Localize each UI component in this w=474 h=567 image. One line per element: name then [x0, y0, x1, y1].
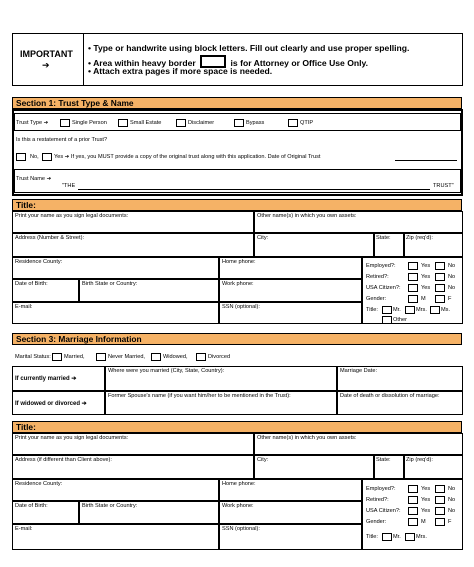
s4-employed-no-checkbox[interactable]	[435, 485, 445, 493]
s2-email-field[interactable]	[12, 302, 219, 324]
s2-work-phone-label: Work phone:	[222, 281, 254, 287]
s2-city-label: City:	[257, 235, 269, 241]
s2-title-mr-label: Mr.	[393, 307, 401, 313]
s4-citizen-label: USA Citizen?:	[366, 508, 401, 514]
date-death-label: Date of death or dissolution of marriage:	[340, 393, 440, 399]
section4-header: Title:	[12, 421, 462, 433]
marital-divorced-label: Divorced	[208, 354, 231, 360]
s4-title-mrs-label: Mrs.	[416, 534, 427, 540]
s2-city-field[interactable]	[254, 233, 374, 257]
s2-email-label: E-mail:	[15, 304, 33, 310]
marital-never-label: Never Married,	[108, 354, 145, 360]
s2-birth-state-label: Birth State or Country:	[82, 281, 138, 287]
section3-header: Section 3: Marriage Information	[12, 333, 462, 345]
trust-type-label: Trust Type ➔	[16, 120, 49, 126]
s4-dob-label: Date of Birth:	[15, 503, 48, 509]
trust-type-qtip-checkbox[interactable]	[288, 119, 298, 127]
s4-title-mr-checkbox[interactable]	[382, 533, 392, 541]
s2-title-other-label: Other	[393, 317, 407, 323]
restatement-no-label: No,	[30, 154, 39, 160]
s4-retired-no-label: No	[448, 497, 456, 503]
s4-county-label: Residence County:	[15, 481, 63, 487]
trust-name-end: TRUST"	[433, 183, 454, 189]
bullet-1: • Type or handwrite using block letters. Fill out clearly and use proper spelling.	[88, 43, 410, 53]
s2-citizen-yes-label: Yes	[421, 285, 431, 291]
s2-employed-no-checkbox[interactable]	[435, 262, 445, 270]
s2-employed-yes-checkbox[interactable]	[408, 262, 418, 270]
s4-email-label: E-mail:	[15, 526, 33, 532]
s4-retired-yes-checkbox[interactable]	[408, 496, 418, 504]
s4-employed-yes-label: Yes	[421, 486, 431, 492]
s4-city-label: City:	[257, 457, 269, 463]
s4-citizen-no-checkbox[interactable]	[435, 507, 445, 515]
s4-retired-no-checkbox[interactable]	[435, 496, 445, 504]
s2-title-other-checkbox[interactable]	[382, 316, 392, 324]
s4-other-names-label: Other name(s) in which you own assets:	[257, 435, 357, 441]
if-widowed-label: If widowed or divorced ➔	[15, 401, 87, 407]
marital-divorced-checkbox[interactable]	[196, 353, 206, 361]
marital-widowed-label: Widowed,	[163, 354, 188, 360]
s2-employed-yes-label: Yes	[421, 263, 431, 269]
restatement-yes-checkbox[interactable]	[42, 153, 52, 161]
s4-birth-state-label: Birth State or Country:	[82, 503, 138, 509]
s4-title-mrs-checkbox[interactable]	[405, 533, 415, 541]
s4-legal-name-label: Print your name as you sign legal documents:	[15, 435, 129, 441]
trust-name-label: Trust Name ➔	[16, 176, 52, 182]
s2-gender-f-checkbox[interactable]	[435, 295, 445, 303]
s2-retired-no-label: No	[448, 274, 456, 280]
arrow-icon: ➔	[42, 60, 50, 70]
s4-gender-label: Gender:	[366, 519, 387, 525]
s2-county-label: Residence County:	[15, 259, 63, 265]
s4-employed-yes-checkbox[interactable]	[408, 485, 418, 493]
trust-type-small-estate-checkbox[interactable]	[118, 119, 128, 127]
s2-title-ms-label: Ms.	[441, 307, 451, 313]
restatement-question: Is this a restatement of a prior Trust?	[16, 137, 108, 143]
s2-retired-label: Retired?:	[366, 274, 389, 280]
s4-zip-label: Zip (req'd):	[406, 457, 433, 463]
trust-type-qtip-label: QTIP	[300, 120, 314, 126]
s2-title-mrs-label: Mrs.	[416, 307, 427, 313]
s4-title-mr-label: Mr.	[393, 534, 401, 540]
s2-title-mrs-checkbox[interactable]	[405, 306, 415, 314]
restatement-yes-label: Yes ➔ If yes, you MUST provide a copy of the original trust along with this application. Date of Original Trust	[54, 154, 321, 160]
s2-gender-f-label: F	[448, 296, 452, 302]
s2-retired-no-checkbox[interactable]	[435, 273, 445, 281]
marital-widowed-checkbox[interactable]	[151, 353, 161, 361]
marital-status-label: Marital Status:	[15, 354, 51, 360]
s2-legal-name-label: Print your name as you sign legal documents:	[15, 213, 129, 219]
s4-state-label: State:	[376, 457, 391, 463]
if-married-label: If currently married ➔	[15, 376, 77, 382]
s2-gender-m-label: M	[421, 296, 426, 302]
trust-name-the: "THE	[62, 183, 76, 189]
section1-header: Section 1: Trust Type & Name	[12, 97, 462, 109]
s4-gender-f-label: F	[448, 519, 452, 525]
s4-gender-f-checkbox[interactable]	[435, 518, 445, 526]
trust-type-small-estate-label: Small Estate	[130, 120, 162, 126]
s2-state-label: State:	[376, 235, 391, 241]
s2-citizen-label: USA Citizen?:	[366, 285, 401, 291]
trust-type-bypass-checkbox[interactable]	[234, 119, 244, 127]
s4-retired-label: Retired?:	[366, 497, 389, 503]
marital-never-checkbox[interactable]	[96, 353, 106, 361]
s2-dob-label: Date of Birth:	[15, 281, 48, 287]
s4-home-phone-label: Home phone:	[222, 481, 256, 487]
s2-other-names-label: Other name(s) in which you own assets:	[257, 213, 357, 219]
s2-citizen-no-checkbox[interactable]	[435, 284, 445, 292]
s4-gender-m-checkbox[interactable]	[408, 518, 418, 526]
s2-retired-yes-checkbox[interactable]	[408, 273, 418, 281]
s2-citizen-no-label: No	[448, 285, 456, 291]
s4-citizen-yes-checkbox[interactable]	[408, 507, 418, 515]
s2-gender-m-checkbox[interactable]	[408, 295, 418, 303]
s2-zip-label: Zip (req'd):	[406, 235, 433, 241]
s4-citizen-yes-label: Yes	[421, 508, 431, 514]
original-trust-date-line[interactable]	[395, 160, 457, 161]
trust-type-disclaimer-label: Disclaimer	[188, 120, 215, 126]
trust-name-line[interactable]	[78, 189, 430, 190]
s4-employed-label: Employed?:	[366, 486, 396, 492]
s4-city-field[interactable]	[254, 455, 374, 479]
where-married-label: Where were you married (City, State, Country):	[108, 368, 225, 374]
s2-title-ms-checkbox[interactable]	[430, 306, 440, 314]
trust-type-disclaimer-checkbox[interactable]	[176, 119, 186, 127]
bullet-3: • Attach extra pages if more space is needed.	[88, 66, 273, 76]
s4-title-label: Title:	[366, 534, 378, 540]
s2-employed-label: Employed?:	[366, 263, 396, 269]
marital-married-checkbox[interactable]	[52, 353, 62, 361]
bullet-2: • Area within heavy border is for Attorney or Office Use Only.	[88, 55, 368, 68]
s2-ssn-label: SSN (optional):	[222, 304, 260, 310]
s2-gender-label: Gender:	[366, 296, 387, 302]
s4-ssn-label: SSN (optional):	[222, 526, 260, 532]
s2-address-label: Address (Number & Street):	[15, 235, 85, 241]
s4-work-phone-label: Work phone:	[222, 503, 254, 509]
marriage-date-label: Marriage Date:	[340, 368, 377, 374]
s4-citizen-no-label: No	[448, 508, 456, 514]
s4-retired-yes-label: Yes	[421, 497, 431, 503]
s2-retired-yes-label: Yes	[421, 274, 431, 280]
s2-citizen-yes-checkbox[interactable]	[408, 284, 418, 292]
s2-home-phone-label: Home phone:	[222, 259, 256, 265]
important-label: IMPORTANT	[20, 49, 73, 59]
trust-type-single-checkbox[interactable]	[60, 119, 70, 127]
s2-title-mr-checkbox[interactable]	[382, 306, 392, 314]
section2-header: Title:	[12, 199, 462, 211]
s2-title-label: Title:	[366, 307, 378, 313]
s4-gender-m-label: M	[421, 519, 426, 525]
restatement-no-checkbox[interactable]	[16, 153, 26, 161]
s2-employed-no-label: No	[448, 263, 456, 269]
trust-type-bypass-label: Bypass	[246, 120, 265, 126]
marital-married-label: Married,	[64, 354, 85, 360]
s4-address-label: Address (if different than Client above):	[15, 457, 112, 463]
former-spouse-label: Former Spouse's name (if you want him/her to be mentioned in the Trust):	[108, 393, 291, 399]
s4-employed-no-label: No	[448, 486, 456, 492]
s4-email-field[interactable]	[12, 524, 219, 550]
trust-type-single-label: Single Person	[72, 120, 107, 126]
